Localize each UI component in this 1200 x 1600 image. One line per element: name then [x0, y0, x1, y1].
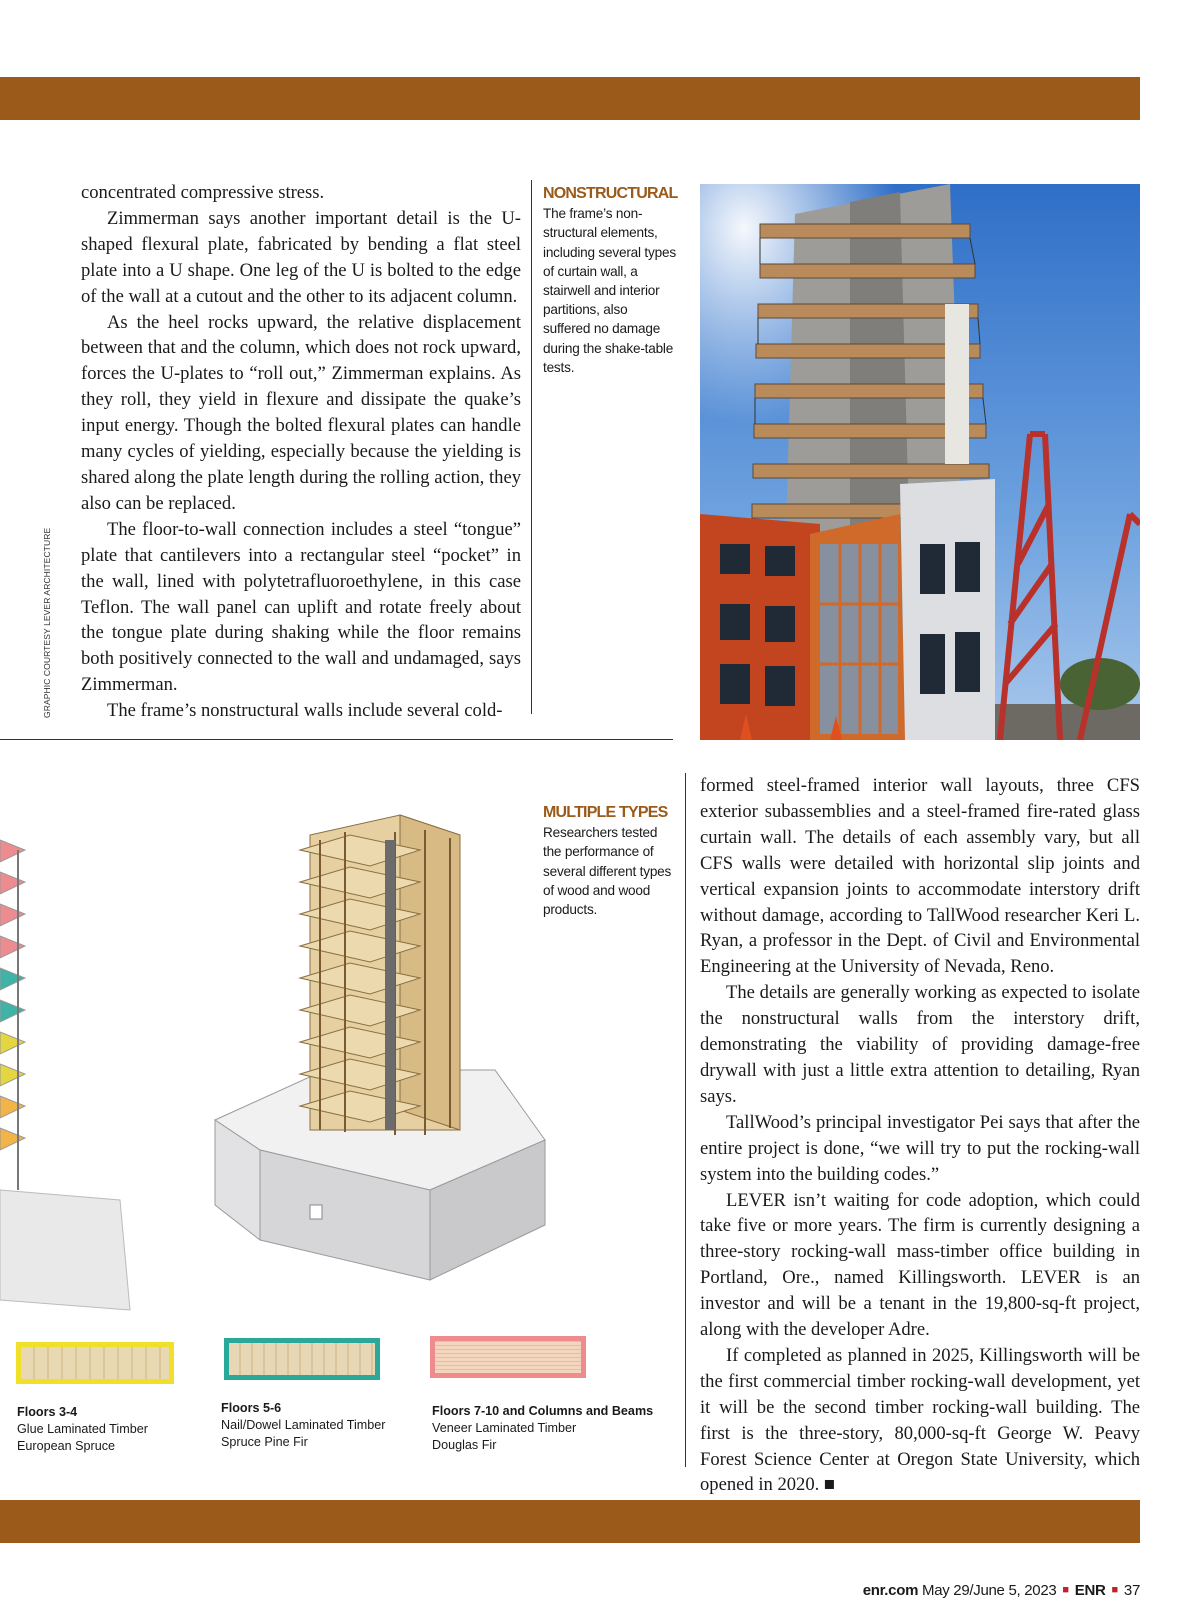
swatch-lvl	[430, 1336, 586, 1378]
paragraph: If completed as planned in 2025, Killingsworth will be the first commercial timber rocking-wall development, yet it will be the second timber rocking-wall building. The first is the three-story, 80,000-sq-ft George W. Peavy Forest Science Center at Oregon State University, which opened in 2020. ■	[700, 1344, 1140, 1496]
caption-nonstructural	[543, 184, 677, 377]
building-photo	[700, 184, 1140, 740]
swatch-glulam	[16, 1342, 174, 1384]
caption-body: Researchers tested the performance of several different types of wood and wood products.	[543, 825, 672, 918]
page-footer	[863, 1582, 1140, 1599]
paragraph: LEVER isn’t waiting for code adoption, which could take five or more years. The firm is currently designing a three-story rocking-wall mass-timber office building in Portland, Ore., named Killingsworth. LEVER is an investor and will be a tenant in the 19,800-sq-ft project, along with the developer Adre.	[700, 1189, 1140, 1341]
timber-tower	[300, 815, 460, 1135]
legend-species: Spruce Pine Fir	[221, 1435, 308, 1449]
footer-brand: ENR	[1074, 1582, 1106, 1599]
paragraph: The floor-to-wall connection includes a steel “tongue” plate that cantilevers into a rectangular steel “pocket” in the wall, lined with polytetrafluoroethylene, in this case Teflon. The wall panel can uplift and rotate freely about the tongue plate during shaking while the floor remains both positively connected to the wall and undamaged, says Zimmerman.	[81, 518, 521, 696]
legend-floors-3-4	[17, 1404, 148, 1455]
top-color-band	[0, 77, 1140, 120]
bottom-color-band	[0, 1500, 1140, 1543]
footer-date: May 29/June 5, 2023	[922, 1582, 1057, 1599]
column-divider	[531, 180, 532, 714]
timber-tower-diagram	[0, 790, 680, 1330]
legend-title: Floors 5-6	[221, 1401, 282, 1415]
column-divider	[685, 773, 686, 1467]
colored-tower-partial	[0, 840, 130, 1310]
page-number: 37	[1123, 1582, 1140, 1599]
legend-title: Floors 7-10 and Columns and Beams	[432, 1404, 654, 1418]
legend-title: Floors 3-4	[17, 1405, 78, 1419]
article-column-right	[700, 773, 1140, 1498]
paragraph: TallWood’s principal investigator Pei says that after the entire project is done, “we will try to put the rocking-wall system into the building codes.”	[700, 1111, 1140, 1185]
legend-material: Nail/Dowel Laminated Timber	[221, 1418, 386, 1432]
paragraph: concentrated compressive stress.	[81, 182, 325, 203]
section-divider	[0, 739, 673, 740]
legend-material: Glue Laminated Timber	[17, 1422, 148, 1436]
paragraph: The details are generally working as expected to isolate the nonstructural walls from the interstory drift, demonstrating the viability of providing damage-free drywall with just a little extra attention to detailing, Ryan says.	[700, 982, 1140, 1107]
legend-material: Veneer Laminated Timber	[432, 1421, 577, 1435]
article-column-left	[81, 180, 521, 724]
caption-body: The frame’s non-structural elements, including several types of curtain wall, a stairwell and interior partitions, also suffered no damage during the shake-table tests.	[543, 206, 676, 375]
separator-square-icon: ■	[1111, 1584, 1118, 1596]
caption-heading: NONSTRUCTURAL	[543, 185, 678, 202]
legend-species: European Spruce	[17, 1439, 116, 1453]
legend-floors-5-6	[221, 1400, 386, 1451]
paragraph: The frame’s nonstructural walls include several cold-	[107, 700, 503, 722]
paragraph: formed steel-framed interior wall layouts, three CFS exterior subassemblies and a steel-framed fire-rated glass curtain wall. The details of each assembly vary, but all CFS walls were detailed with horizontal slip joints and vertical expansion joints to accommodate interstory drift without damage, according to TallWood researcher Keri L. Ryan, a professor in the Dept. of Civil and Environmental Engineering at the University of Nevada, Reno.	[700, 775, 1140, 978]
paragraph: Zimmerman says another important detail is the U-shaped flexural plate, fabricated by bending a flat steel plate into a U shape. One leg of the U is bolted to the edge of the wall at a cutout and the other to its adjacent column.	[81, 207, 521, 307]
footer-site: enr.com	[862, 1582, 919, 1599]
paragraph: As the heel rocks upward, the relative displacement between that and the column, which does not rock upward, forces the U-plates to “roll out,” Zimmerman explains. As they roll, they yield in flexure and dissipate the quake’s input energy. Though the bolted flexural plates can handle many cycles of yielding, especially because the yielding is shared along the plate length during the rolling action, they also can be replaced.	[81, 311, 521, 514]
caption-heading: MULTIPLE TYPES	[543, 804, 668, 821]
legend-floors-7-10	[432, 1403, 653, 1454]
legend-species: Douglas Fir	[432, 1438, 497, 1452]
photo-credit: GRAPHIC COURTESY LEVER ARCHITECTURE	[42, 527, 52, 718]
swatch-nlt	[224, 1338, 380, 1380]
separator-square-icon: ■	[1062, 1584, 1069, 1596]
